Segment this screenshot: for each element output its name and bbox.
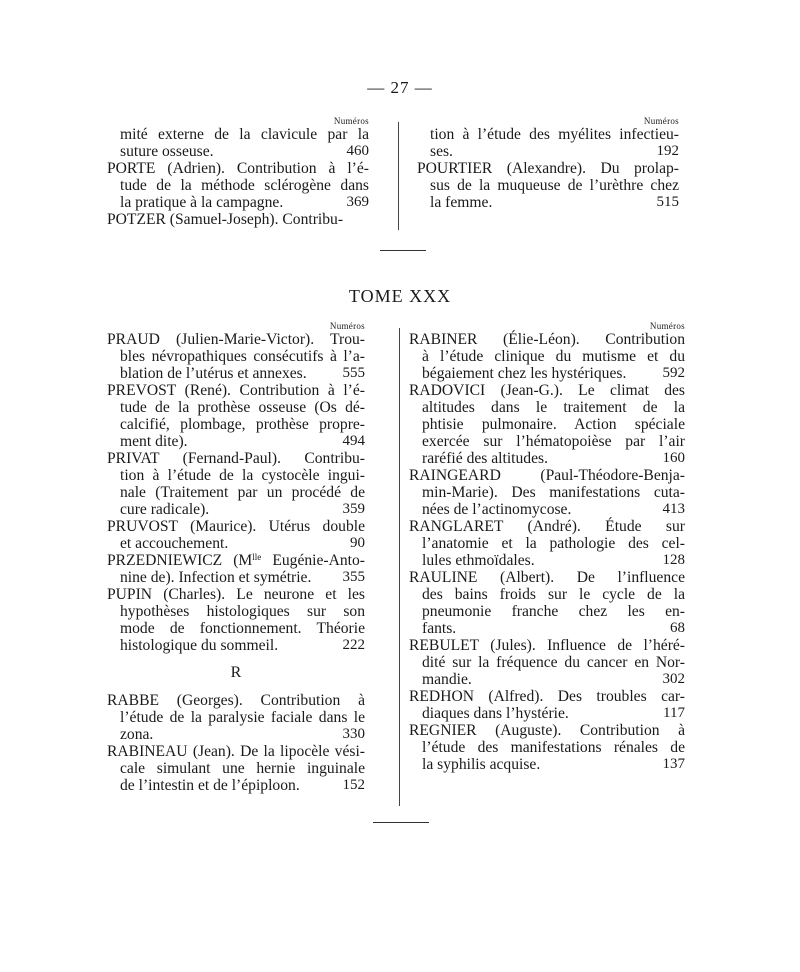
entry-number: 160 bbox=[662, 450, 685, 466]
entry-line: REBULET (Jules). Influence de l’héré- bbox=[409, 637, 685, 654]
entry-line: hypothèses histologiques sur son bbox=[120, 603, 365, 620]
entry-line: dité sur la fréquence du cancer en Nor- bbox=[422, 654, 685, 671]
entry-line: nées de l’actinomycose. bbox=[422, 501, 572, 518]
entry-line: tude de la méthode sclérogène dans bbox=[120, 177, 369, 194]
index-entry bbox=[107, 586, 365, 654]
end-rule bbox=[373, 822, 429, 823]
entry-line: la syphilis acquise. bbox=[422, 756, 541, 773]
entry-line: RABINEAU (Jean). De la lipocèle vési- bbox=[107, 743, 365, 760]
entry-number: 355 bbox=[342, 569, 365, 585]
entry-line: raréfié des altitudes. bbox=[422, 450, 548, 467]
section-rule bbox=[380, 250, 426, 251]
index-entry bbox=[409, 467, 685, 518]
entry-line: suture osseuse. bbox=[120, 143, 214, 160]
entry-line: diaques dans l’hystérie. bbox=[422, 705, 569, 722]
entry-line: REGNIER (Auguste). Contribution à bbox=[409, 722, 685, 739]
top-left-column bbox=[107, 116, 369, 228]
entry-line: RABINER (Élie-Léon). Contribution bbox=[409, 331, 685, 348]
index-entry bbox=[107, 331, 365, 382]
entry-line: mode de fonctionnement. Théorie bbox=[120, 620, 365, 637]
index-entry bbox=[107, 692, 365, 743]
entry-line: ses. bbox=[430, 143, 453, 160]
entry-line: bles névropathiques consécutifs à l’a- bbox=[120, 348, 365, 365]
entry-line: PRUVOST (Maurice). Utérus double bbox=[107, 518, 365, 535]
entry-number: 152 bbox=[342, 777, 365, 793]
entry-line: RABBE (Georges). Contribution à bbox=[107, 692, 365, 709]
entry-number: 555 bbox=[342, 365, 365, 381]
entry-line: l’étude de la paralysie faciale dans le bbox=[120, 709, 365, 726]
index-entry bbox=[107, 160, 369, 211]
entry-line: REDHON (Alfred). Des troubles car- bbox=[409, 688, 685, 705]
entry-number: 137 bbox=[662, 756, 685, 772]
entry-line: tion à l’étude des myélites infectieu- bbox=[430, 126, 679, 143]
entry-line: altitudes dans le traitement de la bbox=[422, 399, 685, 416]
index-entry bbox=[107, 450, 365, 518]
entry-line: PRIVAT (Fernand-Paul). Contribu- bbox=[107, 450, 365, 467]
index-entry bbox=[409, 637, 685, 688]
entry-line: blation de l’utérus et annexes. bbox=[120, 365, 307, 382]
entry-line: phtisie pulmonaire. Action spéciale bbox=[422, 416, 685, 433]
entry-number: 90 bbox=[350, 535, 365, 551]
page-number: — 27 — bbox=[367, 78, 433, 97]
entry-line: PRAUD (Julien-Marie-Victor). Trou- bbox=[107, 331, 365, 348]
entry-line: RAINGEARD (Paul-Théodore-Benja- bbox=[409, 467, 685, 484]
section-title: TOME XXX bbox=[348, 286, 452, 306]
column-divider-bottom bbox=[399, 328, 400, 806]
entry-line: sus de la muqueuse de l’urèthre chez bbox=[430, 177, 679, 194]
entry-line: exercée sur l’hématopoièse par l’air bbox=[422, 433, 685, 450]
index-entry bbox=[107, 211, 369, 228]
index-entry bbox=[409, 331, 685, 382]
bottom-left-column bbox=[107, 321, 365, 794]
letter-heading: R bbox=[230, 664, 242, 681]
entry-line: des bains froids sur le cycle de la bbox=[422, 586, 685, 603]
entry-line: tude de la prothèse osseuse (Os dé- bbox=[120, 399, 365, 416]
index-entry bbox=[107, 743, 365, 794]
entry-line: nale (Traitement par un procédé de bbox=[120, 484, 365, 501]
entry-number: 192 bbox=[656, 143, 679, 159]
entry-line: PREVOST (René). Contribution à l’é- bbox=[107, 382, 365, 399]
index-entry bbox=[107, 382, 365, 450]
entry-number: 128 bbox=[662, 552, 685, 568]
entry-line: et accouchement. bbox=[120, 535, 229, 552]
entry-line: POTZER (Samuel-Joseph). Contribu- bbox=[107, 211, 344, 228]
entry-number: 515 bbox=[656, 194, 679, 210]
entry-line: lules ethmoïdales. bbox=[422, 552, 535, 569]
entry-line: histologique du sommeil. bbox=[120, 637, 279, 654]
bottom-right-column bbox=[409, 321, 685, 773]
entry-number: 222 bbox=[342, 637, 365, 653]
index-entry bbox=[107, 552, 365, 586]
entry-line: RANGLARET (André). Étude sur bbox=[409, 518, 685, 535]
entry-line: ment dite). bbox=[120, 433, 188, 450]
entry-line: bégaiement chez les hystériques. bbox=[422, 365, 627, 382]
entry-line: RAULINE (Albert). De l’influence bbox=[409, 569, 685, 586]
entry-line: la pratique à la campagne. bbox=[120, 194, 284, 211]
entry-line: mandie. bbox=[422, 671, 472, 688]
numeros-header: Numéros bbox=[643, 116, 679, 126]
entry-line: pneumonie franche chez les en- bbox=[422, 603, 685, 620]
index-entry bbox=[409, 382, 685, 467]
entry-line: PUPIN (Charles). Le neurone et les bbox=[107, 586, 365, 603]
entry-line: RADOVICI (Jean-G.). Le climat des bbox=[409, 382, 685, 399]
entry-number: 68 bbox=[670, 620, 685, 636]
entry-number: 413 bbox=[662, 501, 685, 517]
entry-line: PORTE (Adrien). Contribution à l’é- bbox=[107, 160, 369, 177]
entry-number: 369 bbox=[346, 194, 369, 210]
entry-line: à l’étude clinique du mutisme et du bbox=[422, 348, 685, 365]
index-entry bbox=[409, 722, 685, 773]
entry-line: cale simulant une hernie inguinale bbox=[120, 760, 365, 777]
entry-number: 460 bbox=[346, 143, 369, 159]
entry-number: 302 bbox=[662, 671, 685, 687]
entry-line: zona. bbox=[120, 726, 154, 743]
entry-line: min-Marie). Des manifestations cuta- bbox=[422, 484, 685, 501]
entry-line: nine de). Infection et symétrie. bbox=[120, 569, 312, 586]
entry-line: la femme. bbox=[430, 194, 493, 211]
index-entry bbox=[409, 688, 685, 722]
index-entry bbox=[417, 126, 679, 160]
numeros-header: Numéros bbox=[333, 116, 369, 126]
entry-line: mité externe de la clavicule par la bbox=[120, 126, 369, 143]
entry-line: POURTIER (Alexandre). Du prolap- bbox=[417, 160, 679, 177]
entry-line: l’anatomie et la pathologie des cel- bbox=[422, 535, 685, 552]
index-entry bbox=[409, 518, 685, 569]
entry-number: 592 bbox=[662, 365, 685, 381]
numeros-header: Numéros bbox=[649, 321, 685, 331]
entry-number: 330 bbox=[342, 726, 365, 742]
entry-number: 359 bbox=[342, 501, 365, 517]
entry-line: fants. bbox=[422, 620, 457, 637]
index-entry bbox=[107, 126, 369, 160]
entry-line: PRZEDNIEWICZ ($M^{lle}$ Eugénie-Anto- bbox=[107, 552, 365, 569]
index-entry bbox=[417, 160, 679, 211]
entry-line: l’étude des manifestations rénales de bbox=[422, 739, 685, 756]
entry-line: cure radicale). bbox=[120, 501, 210, 518]
entry-line: tion à l’étude de la cystocèle ingui- bbox=[120, 467, 365, 484]
index-entry bbox=[409, 569, 685, 637]
entry-number: 117 bbox=[663, 705, 685, 721]
numeros-header: Numéros bbox=[329, 321, 365, 331]
index-entry bbox=[107, 518, 365, 552]
entry-line: de l’intestin et de l’épiploon. bbox=[120, 777, 300, 794]
entry-line: calcifié, plombage, prothèse propre- bbox=[120, 416, 365, 433]
entry-number: 494 bbox=[342, 433, 365, 449]
top-right-column bbox=[417, 116, 679, 211]
column-divider-top bbox=[398, 122, 399, 230]
